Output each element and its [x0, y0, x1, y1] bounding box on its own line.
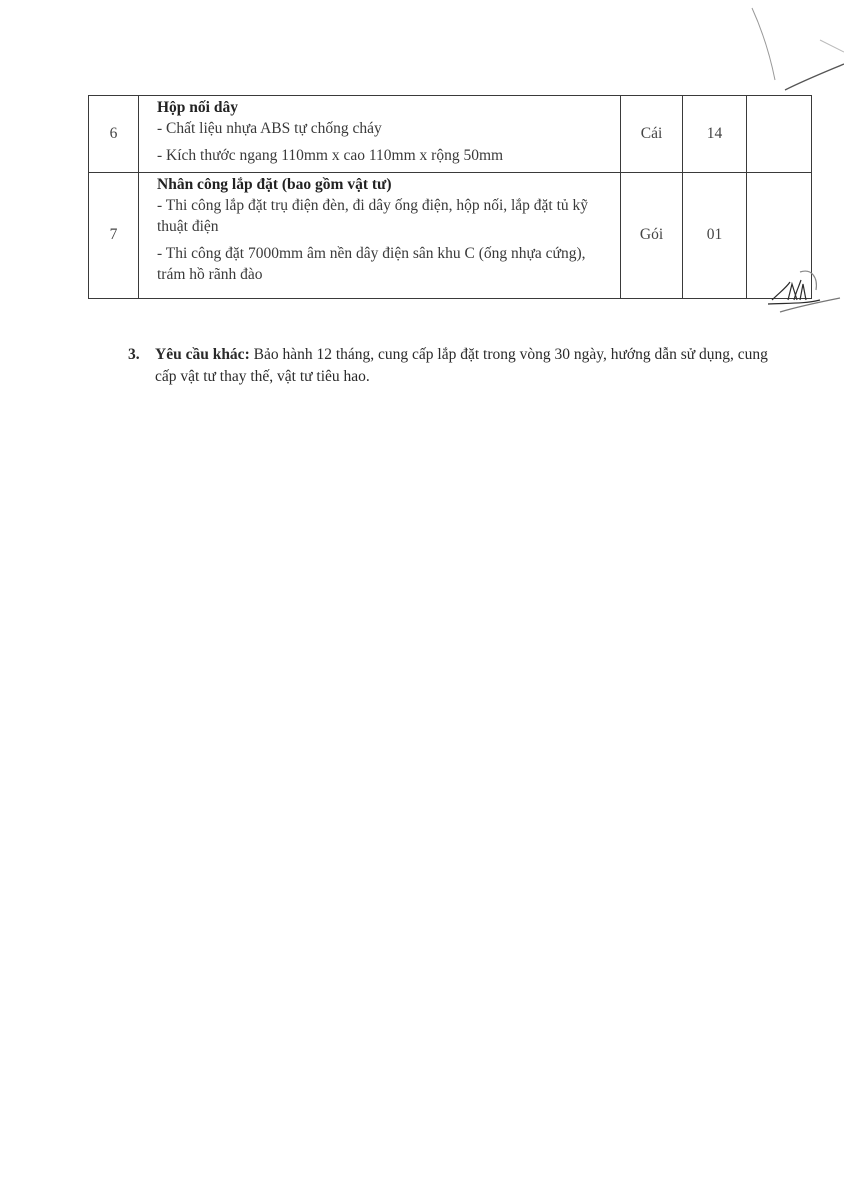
section-number: 3. [128, 346, 140, 363]
section-text: Bảo hành 12 tháng, cung cấp lắp đặt trong vòng 30 ngày, hướng dẫn sử dụng, cung cấp vật tư thay thế, vật tư tiêu hao. [155, 346, 768, 386]
item-unit: Cái [621, 96, 683, 173]
item-spec: - Chất liệu nhựa ABS tự chống cháy [157, 119, 382, 137]
item-spec: - Thi công đặt 7000mm âm nền dây điện sân khu C (ống nhựa cứng), trám hồ rãnh đào [157, 244, 586, 283]
item-unit: Gói [621, 173, 683, 299]
item-spec: - Thi công lắp đặt trụ điện đèn, đi dây ống điện, hộp nối, lắp đặt tủ kỹ thuật điện [157, 196, 589, 235]
item-title: Nhân công lắp đặt (bao gồm vật tư) [157, 176, 392, 193]
item-spec: - Kích thước ngang 110mm x cao 110mm x rộng 50mm [157, 146, 504, 164]
item-quantity: 14 [683, 96, 747, 173]
item-title: Hộp nối dây [157, 99, 238, 116]
signature-initials [768, 271, 840, 312]
row-number: 6 [89, 96, 139, 173]
scan-corner-fold-lines [752, 8, 844, 90]
row-number: 7 [89, 173, 139, 299]
section-label: Yêu cầu khác: [155, 346, 250, 363]
item-quantity: 01 [683, 173, 747, 299]
